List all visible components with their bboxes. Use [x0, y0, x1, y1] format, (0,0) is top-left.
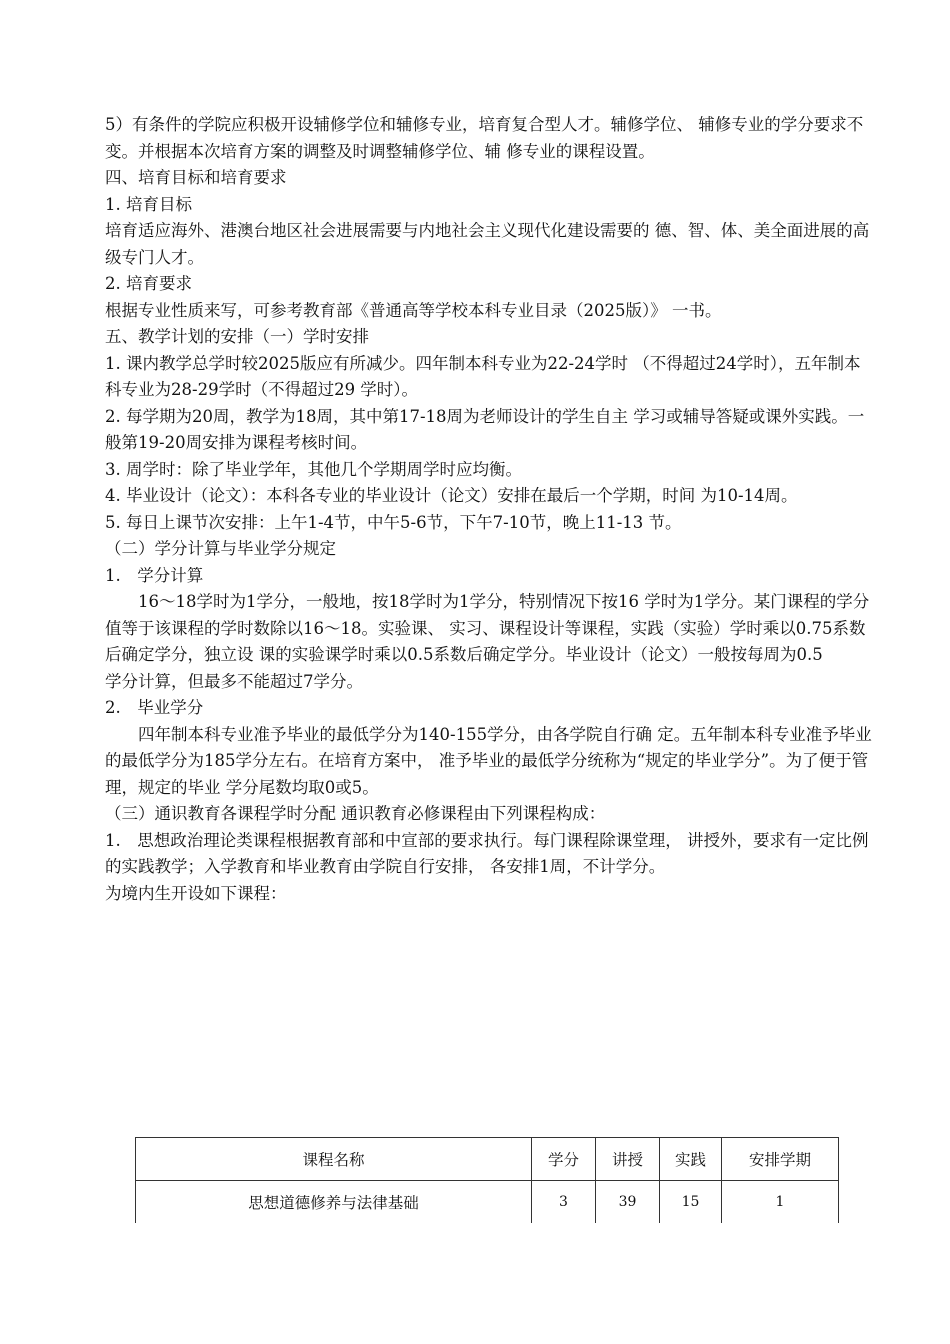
paragraph-minor-degree: 5）有条件的学院应积极开设辅修学位和辅修专业，培育复合型人才。辅修学位、 辅修专业的学分要求不变。并根据本次培育方案的调整及时调整辅修学位、辅 修专业的课程设置。 [105, 115, 864, 161]
paragraph-credit-calculation-cont: 学分计算，但最多不能超过7学分。 [105, 671, 363, 691]
heading-credits: （二）学分计算与毕业学分规定 [105, 539, 336, 558]
table-header-row [136, 1138, 839, 1181]
paragraph-graduation-credits: 四年制本科专业准予毕业的最低学分为140-155学分，由各学院自行确 定。五年制本科专业准予毕业的最低学分为185学分左右。在培育方案中， 准予毕业的最低学分统称为“规定的毕业学分”。为了便于管理，规定的毕业 学分尾数均取0或5。 [105, 724, 872, 797]
paragraph-total-hours: 1. 课内教学总学时较2025版应有所减少。四年制本科专业为22-24学时 （不得超过24学时），五年制本科专业为28-29学时（不得超过29 学时）。 [105, 353, 861, 399]
paragraph-training-goal: 培育适应海外、港澳台地区社会进展需要与内地社会主义现代化建设需要的 德、智、体、美全面进展的高级专门人才。 [105, 221, 870, 267]
paragraph-daily-schedule: 5. 每日上课节次安排：上午1-4节，中午5-6节，下午7-10节，晚上11-13 节。 [105, 512, 682, 532]
paragraph-training-requirement: 根据专业性质来写，可参考教育部《普通高等学校本科专业目录（2025版）》 一书。 [105, 300, 722, 320]
paragraph-domestic-courses: 为境内生开设如下课程： [105, 883, 287, 903]
paragraph-credit-calculation: 16〜18学时为1学分，一般地，按18学时为1学分，特别情况下按16 学时为1学分。某门课程的学分值等于该课程的学时数除以16〜18。实验课、 实习、课程设计等课程，实践（实验）学时乘以0.75系数后确定学分，独立设 课的实验课学时乘以0.5系数后确定学分。毕业设计（论文）一般按每周为0.5 [105, 592, 870, 664]
header-credits: 学分 [532, 1138, 596, 1181]
heading-graduation-credits: 2. 毕业学分 [105, 698, 204, 717]
paragraph-weekly-hours: 3. 周学时：除了毕业学年，其他几个学期周学时应均衡。 [105, 459, 522, 479]
course-table [135, 1137, 839, 1223]
cell-practice-hours: 15 [660, 1181, 722, 1224]
table-row [136, 1181, 839, 1224]
header-practice-hours: 实践 [660, 1138, 722, 1181]
heading-general-education: （三）通识教育各课程学时分配 通识教育必修课程由下列课程构成： [105, 804, 606, 823]
header-semester: 安排学期 [722, 1138, 839, 1181]
document-body [105, 112, 875, 907]
paragraph-political-courses: 1. 思想政治理论类课程根据教育部和中宣部的要求执行。每门课程除课堂理， 讲授外，要求有一定比例的实践教学；入学教育和毕业教育由学院自行安排， 各安排1周，不计学分。 [105, 830, 869, 876]
heading-credit-calculation: 1. 学分计算 [105, 565, 204, 585]
header-lecture-hours: 讲授 [596, 1138, 660, 1181]
cell-credits: 3 [532, 1181, 596, 1224]
heading-section-5: 五、教学计划的安排（一）学时安排 [105, 327, 369, 346]
cell-course-name: 思想道德修养与法律基础 [136, 1181, 532, 1224]
heading-section-4: 四、培育目标和培育要求 [105, 168, 287, 187]
cell-lecture-hours: 39 [596, 1181, 660, 1224]
paragraph-thesis: 4. 毕业设计（论文）：本科各专业的毕业设计（论文）安排在最后一个学期，时间 为10-14周。 [105, 486, 798, 505]
cell-semester: 1 [722, 1181, 839, 1224]
heading-training-requirement: 2. 培育要求 [105, 274, 192, 293]
heading-training-goal: 1. 培育目标 [105, 194, 192, 214]
header-course-name: 课程名称 [136, 1138, 532, 1181]
paragraph-semester-weeks: 2. 每学期为20周，教学为18周，其中第17-18周为老师设计的学生自主 学习或辅导答疑或课外实践。一般第19-20周安排为课程考核时间。 [105, 406, 865, 452]
